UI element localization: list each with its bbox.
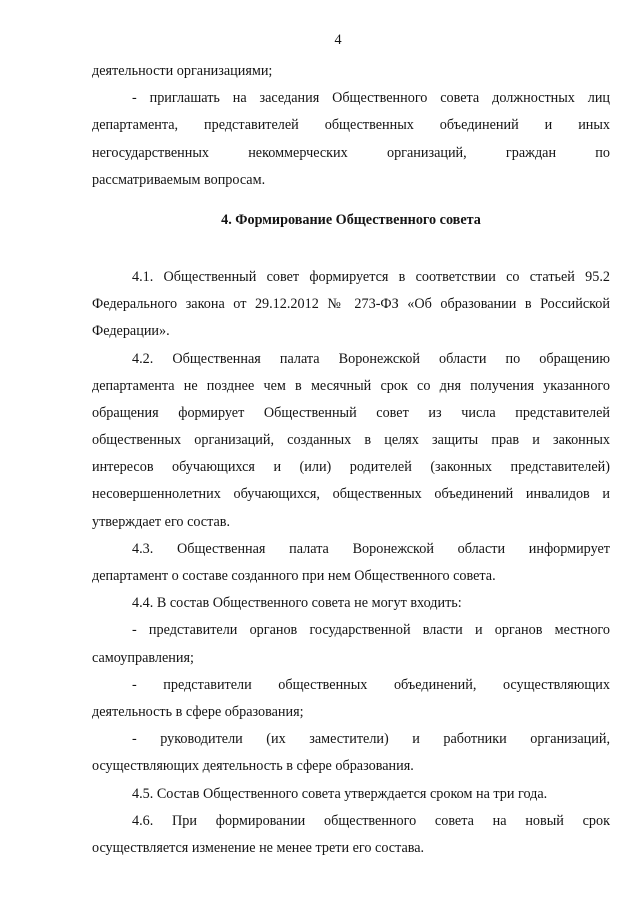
text-line: самоуправления;: [92, 649, 194, 666]
page-number: 4: [334, 32, 342, 48]
text-line: департамент о составе созданного при нем Общественного совета.: [92, 568, 496, 584]
text-line: 4.1. Общественный совет формируется в соответствии со статьей 95.2: [132, 268, 610, 285]
text-line: утверждает его состав.: [92, 513, 231, 530]
text-line: департамента, представителей общественных объединений и иных: [92, 117, 610, 134]
text-line: общественных организаций, созданных в целях защиты прав и законных: [92, 432, 610, 449]
text-line: департамента не позднее чем в месячный срок со дня получения указанного: [92, 377, 610, 394]
text-line: рассматриваемым вопросам.: [92, 171, 266, 188]
text-line: деятельность в сфере образования;: [92, 703, 304, 720]
text-line: - приглашать на заседания Общественного совета должностных лиц: [132, 90, 610, 107]
text-line: 4.3. Общественная палата Воронежской области информирует: [132, 540, 610, 557]
text-line: - представители общественных объединений, осуществляющих: [132, 676, 610, 693]
text-line: Федерального закона от 29.12.2012 № 273-ФЗ «Об образовании в Российской: [92, 296, 610, 313]
text-line: осуществляющих деятельность в сфере образования.: [92, 758, 414, 775]
text-line: интересов обучающихся и (или) родителей (законных представителей): [92, 459, 610, 476]
text-line: негосударственных некоммерческих организаций, граждан по: [92, 144, 610, 161]
text-line: Федерации».: [92, 323, 170, 340]
text-line: деятельности организациями;: [92, 63, 273, 79]
section-heading: 4. Формирование Общественного совета: [221, 211, 481, 228]
text-line: обращения формирует Общественный совет из числа представителей: [92, 404, 610, 421]
text-line: 4.6. При формировании общественного совета на новый срок: [132, 812, 610, 829]
text-line: осуществляется изменение не менее трети его состава.: [92, 839, 425, 856]
text-line: 4.2. Общественная палата Воронежской области по обращению: [132, 350, 610, 367]
text-line: несовершеннолетних обучающихся, общественных объединений инвалидов и: [92, 486, 610, 503]
text-line: - представители органов государственной власти и органов местного: [132, 622, 610, 639]
text-line: 4.5. Состав Общественного совета утверждается сроком на три года.: [132, 785, 548, 802]
text-line: 4.4. В состав Общественного совета не могут входить:: [132, 595, 462, 612]
document-body: [92, 58, 610, 862]
text-line: - руководители (их заместители) и работники организаций,: [132, 731, 610, 748]
